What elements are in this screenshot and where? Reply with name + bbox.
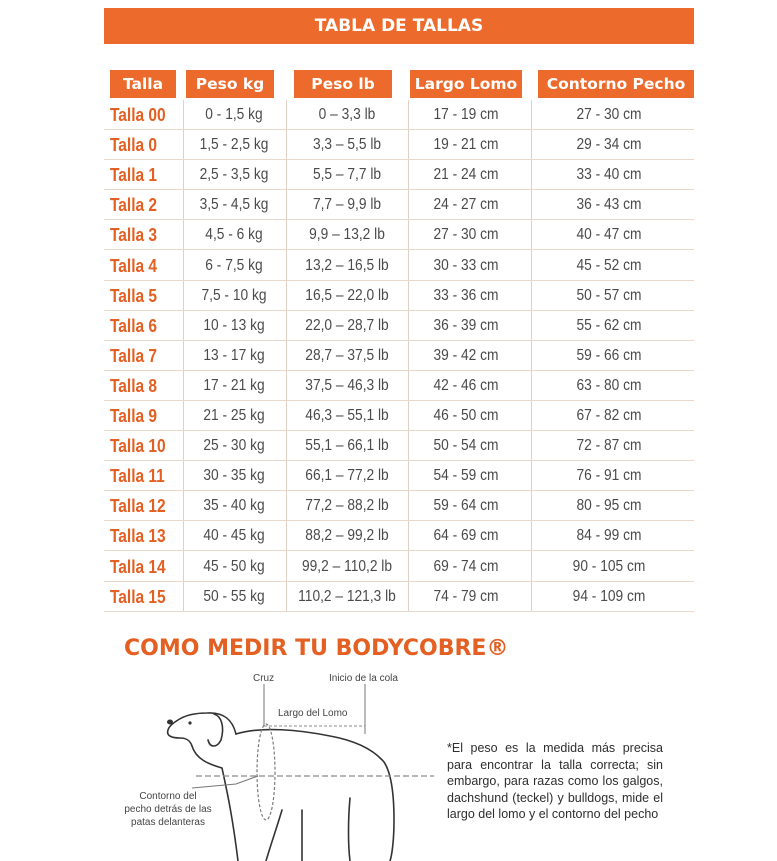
back-length-cell: 39 - 42 cm xyxy=(433,346,499,364)
chest-cell: 27 - 30 cm xyxy=(576,106,642,123)
table-row xyxy=(104,130,694,160)
header-peso-kg: Peso kg xyxy=(186,70,274,98)
how-to-measure-title: COMO MEDIR TU BODYCOBRE® xyxy=(124,636,509,661)
chest-cell: 72 - 87 cm xyxy=(576,437,642,455)
label-tail-start: Inicio de la cola xyxy=(329,673,398,684)
chest-cell: 55 - 62 cm xyxy=(576,316,642,334)
label-chest-line-3: patas delanteras xyxy=(131,817,205,828)
weight-lb-cell: 0 – 3,3 lb xyxy=(318,106,376,123)
dog-eye-icon xyxy=(188,721,191,724)
size-label: Talla 15 xyxy=(110,586,166,607)
size-label: Talla 3 xyxy=(110,225,158,246)
weight-kg-cell: 40 - 45 kg xyxy=(203,527,265,545)
size-label: Talla 8 xyxy=(110,375,158,396)
weight-lb-cell: 46,3 – 55,1 lb xyxy=(305,407,389,424)
weight-kg-cell: 3,5 - 4,5 kg xyxy=(199,196,269,214)
chest-cell: 59 - 66 cm xyxy=(576,346,642,364)
size-label: Talla 6 xyxy=(110,315,158,336)
back-length-cell: 30 - 33 cm xyxy=(433,256,499,274)
table-row xyxy=(104,491,694,521)
size-label: Talla 5 xyxy=(110,285,158,306)
weight-lb-cell: 66,1 – 77,2 lb xyxy=(305,467,389,485)
table-row xyxy=(104,220,694,250)
table-row xyxy=(104,521,694,551)
back-length-cell: 27 - 30 cm xyxy=(433,226,499,244)
chest-cell: 76 - 91 cm xyxy=(576,467,642,485)
weight-kg-cell: 25 - 30 kg xyxy=(203,437,265,455)
size-label: Talla 14 xyxy=(110,556,166,577)
size-label: Talla 11 xyxy=(110,466,165,487)
weight-kg-cell: 35 - 40 kg xyxy=(203,497,265,515)
back-length-cell: 24 - 27 cm xyxy=(433,196,499,214)
weight-lb-cell: 55,1 – 66,1 lb xyxy=(305,437,389,455)
size-table-title: TABLA DE TALLAS xyxy=(104,8,694,44)
label-chest-line-1: Contorno del xyxy=(139,791,197,802)
back-length-cell: 36 - 39 cm xyxy=(433,316,499,334)
table-row xyxy=(104,190,694,220)
weight-lb-cell: 7,7 – 9,9 lb xyxy=(312,196,382,214)
back-length-cell: 17 - 19 cm xyxy=(433,106,499,123)
chest-cell: 45 - 52 cm xyxy=(576,256,642,274)
chest-cell: 63 - 80 cm xyxy=(576,376,642,394)
weight-kg-cell: 50 - 55 kg xyxy=(203,587,265,605)
weight-kg-cell: 30 - 35 kg xyxy=(203,467,265,485)
back-length-cell: 69 - 74 cm xyxy=(433,557,499,575)
chest-cell: 67 - 82 cm xyxy=(576,407,642,424)
weight-kg-cell: 0 - 1,5 kg xyxy=(205,106,263,123)
table-row xyxy=(104,371,694,401)
size-label: Talla 9 xyxy=(110,406,158,426)
weight-kg-cell: 17 - 21 kg xyxy=(203,376,265,394)
weight-lb-cell: 16,5 – 22,0 lb xyxy=(305,286,389,304)
table-row xyxy=(104,281,694,311)
header-talla: Talla xyxy=(110,70,176,98)
chest-cell: 36 - 43 cm xyxy=(576,196,642,214)
table-row xyxy=(104,160,694,190)
weight-kg-cell: 45 - 50 kg xyxy=(203,557,265,575)
table-row xyxy=(104,251,694,281)
weight-lb-cell: 5,5 – 7,7 lb xyxy=(312,166,382,184)
weight-kg-cell: 21 - 25 kg xyxy=(203,407,265,424)
chest-cell: 50 - 57 cm xyxy=(576,286,642,304)
back-length-cell: 21 - 24 cm xyxy=(433,166,499,184)
table-row xyxy=(104,100,694,130)
header-largo-lomo: Largo Lomo xyxy=(410,70,522,98)
label-cruz: Cruz xyxy=(253,673,275,684)
size-label: Talla 13 xyxy=(110,526,166,547)
weight-lb-cell: 110,2 – 121,3 lb xyxy=(298,587,396,605)
weight-kg-cell: 4,5 - 6 kg xyxy=(205,226,263,244)
size-label: Talla 2 xyxy=(110,195,158,216)
weight-kg-cell: 6 - 7,5 kg xyxy=(205,256,263,274)
back-length-cell: 59 - 64 cm xyxy=(433,497,499,515)
back-length-cell: 74 - 79 cm xyxy=(433,587,499,605)
chest-cell: 90 - 105 cm xyxy=(572,557,646,575)
weight-lb-cell: 22,0 – 28,7 lb xyxy=(305,316,389,334)
size-label: Talla 4 xyxy=(110,255,158,276)
chest-girth-marker xyxy=(257,724,275,820)
weight-lb-cell: 13,2 – 16,5 lb xyxy=(305,256,389,274)
chest-cell: 80 - 95 cm xyxy=(576,497,642,515)
chest-cell: 40 - 47 cm xyxy=(576,226,642,244)
size-label: Talla 0 xyxy=(110,135,158,156)
size-label: Talla 7 xyxy=(110,345,158,366)
chest-cell: 33 - 40 cm xyxy=(576,166,642,184)
weight-lb-cell: 3,3 – 5,5 lb xyxy=(312,136,382,154)
back-length-cell: 54 - 59 cm xyxy=(433,467,499,485)
size-label: Talla 12 xyxy=(110,496,166,517)
chest-cell: 29 - 34 cm xyxy=(576,136,642,154)
back-length-cell: 46 - 50 cm xyxy=(433,407,499,424)
weight-kg-cell: 2,5 - 3,5 kg xyxy=(199,166,269,184)
back-length-cell: 19 - 21 cm xyxy=(433,136,499,154)
header-contorno-pecho: Contorno Pecho xyxy=(538,70,694,98)
weight-kg-cell: 13 - 17 kg xyxy=(203,346,265,364)
weight-lb-cell: 9,9 – 13,2 lb xyxy=(309,226,385,244)
measurement-note: *El peso es la medida más precisa para encontrar la talla correcta; sin embargo, para razas como los galgos, dachshund (teckel) y bulldogs, mide el largo del lomo y el contorno del pecho xyxy=(447,741,663,821)
label-chest-line-2: pecho detrás de las xyxy=(124,804,212,815)
weight-lb-cell: 88,2 – 99,2 lb xyxy=(305,527,389,545)
weight-kg-cell: 1,5 - 2,5 kg xyxy=(199,136,269,154)
back-length-cell: 50 - 54 cm xyxy=(433,437,499,455)
dog-nose-icon xyxy=(167,720,173,725)
weight-kg-cell: 7,5 - 10 kg xyxy=(201,286,267,304)
size-label: Talla 10 xyxy=(110,436,166,457)
chest-cell: 84 - 99 cm xyxy=(576,527,642,545)
chest-cell: 94 - 109 cm xyxy=(572,587,646,605)
weight-lb-cell: 37,5 – 46,3 lb xyxy=(305,376,389,394)
table-row xyxy=(104,552,694,582)
table-row xyxy=(104,461,694,491)
size-label: Talla 1 xyxy=(110,165,158,186)
table-row xyxy=(104,582,694,612)
table-row xyxy=(104,311,694,341)
back-length-cell: 33 - 36 cm xyxy=(433,286,499,304)
header-peso-lb: Peso lb xyxy=(294,70,392,98)
weight-lb-cell: 28,7 – 37,5 lb xyxy=(305,346,389,364)
weight-kg-cell: 10 - 13 kg xyxy=(203,316,265,334)
table-row xyxy=(104,431,694,461)
weight-lb-cell: 77,2 – 88,2 lb xyxy=(305,497,389,515)
label-back-length: Largo del Lomo xyxy=(278,708,348,719)
size-label: Talla 00 xyxy=(110,105,166,125)
table-row xyxy=(104,341,694,371)
weight-lb-cell: 99,2 – 110,2 lb xyxy=(301,557,393,575)
table-row xyxy=(104,401,694,431)
back-length-cell: 64 - 69 cm xyxy=(433,527,499,545)
back-length-cell: 42 - 46 cm xyxy=(433,376,499,394)
